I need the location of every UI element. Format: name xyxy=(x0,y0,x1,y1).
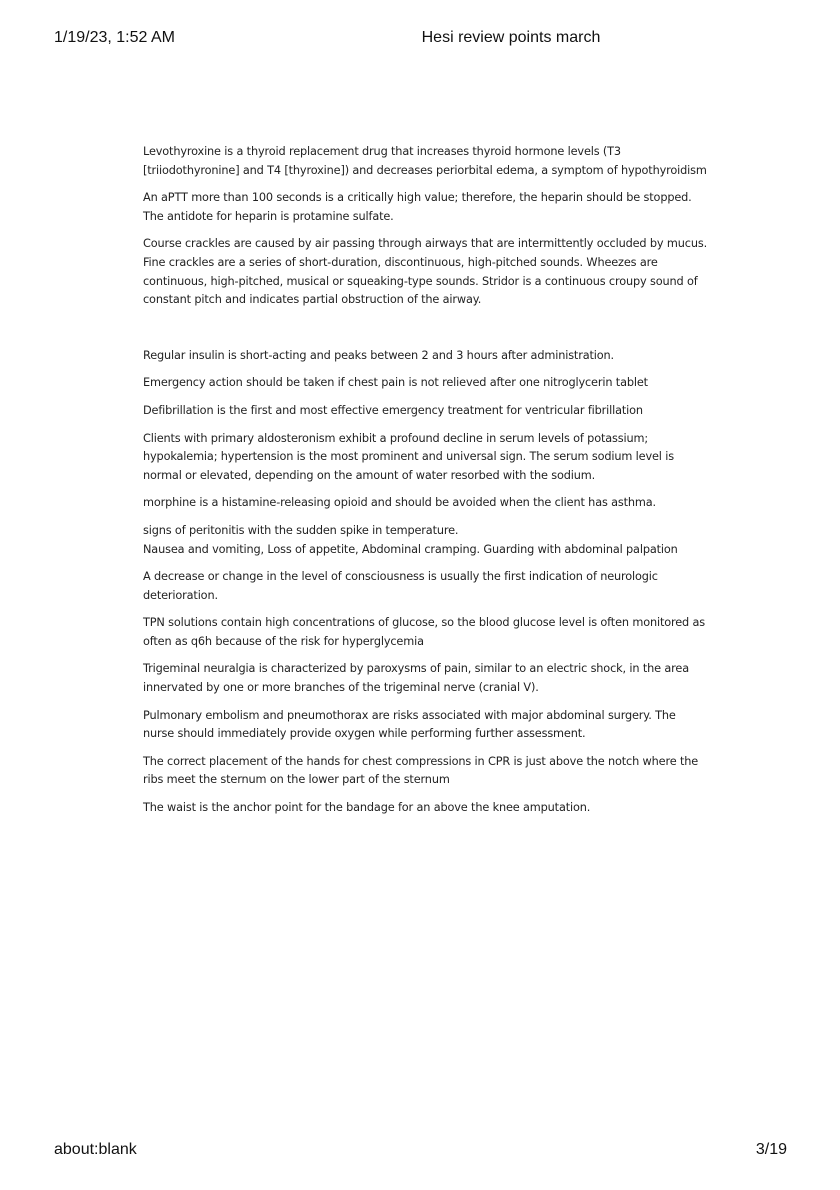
print-footer xyxy=(0,1141,840,1161)
paragraph-aptt-heparin: An aPTT more than 100 seconds is a critically high value; therefore, the heparin should be stopped. The antidote for heparin is protamine sulfate. xyxy=(143,191,692,223)
page-url: about:blank xyxy=(54,1141,137,1158)
paragraph-morphine: morphine is a histamine-releasing opioid and should be avoided when the client has asthma. xyxy=(143,496,657,510)
paragraph-levothyroxine: Levothyroxine is a thyroid replacement drug that increases thyroid hormone levels (T3 [triiodothyronine] and T4 [thyroxine]) and decreases periorbital edema, a symptom of hypothyroidism xyxy=(143,145,707,177)
paragraph-amputation-bandage: The waist is the anchor point for the bandage for an above the knee amputation. xyxy=(143,801,591,815)
paragraph-defibrillation: Defibrillation is the first and most effective emergency treatment for ventricular fibrillation xyxy=(143,403,643,417)
paragraph-tpn: TPN solutions contain high concentrations of glucose, so the blood glucose level is often monitored as often as q6h because of the risk for hyperglycemia xyxy=(143,616,706,648)
paragraph-trigeminal-neuralgia: Trigeminal neuralgia is characterized by paroxysms of pain, similar to an electric shock, in the area innervated by one or more branches of the trigeminal nerve (cranial V). xyxy=(143,662,689,695)
page-number: 3/19 xyxy=(755,1141,787,1158)
print-datetime: 1/19/23, 1:52 AM xyxy=(54,29,175,46)
paragraph-regular-insulin: Regular insulin is short-acting and peaks between 2 and 3 hours after administration. xyxy=(143,348,614,362)
paragraph-cpr-hands: The correct placement of the hands for chest compressions in CPR is just above the notch where the ribs meet the sternum on the lower part of the sternum xyxy=(143,754,699,787)
document-title: Hesi review points march xyxy=(421,29,601,46)
paragraph-pulmonary-embolism: Pulmonary embolism and pneumothorax are risks associated with major abdominal surgery. The nurse should immediately provide oxygen while performing further assessment. xyxy=(143,708,676,741)
paragraph-nitroglycerin: Emergency action should be taken if chest pain is not relieved after one nitroglycerin tablet xyxy=(143,376,648,390)
document-body xyxy=(143,143,708,827)
paragraph-aldosteronism: Clients with primary aldosteronism exhibit a profound decline in serum levels of potassium; hypokalemia; hypertension is the most prominent and universal sign. The serum sodium level is normal or elevated, depending on the amount of water resorbed with the sodium. xyxy=(143,431,674,482)
paragraph-peritonitis: signs of peritonitis with the sudden spike in temperature. Nausea and vomiting, Loss of appetite, Abdominal cramping. Guarding with abdominal palpation xyxy=(143,523,678,556)
paragraph-breath-sounds: Course crackles are caused by air passing through airways that are intermittently occluded by mucus. Fine crackles are a series of short-duration, discontinuous, high-pitched sounds. Wheezes are continuous, high-pitched, musical or squeaking-type sounds. Stridor is a continuous croupy sound of constant pitch and indicates partial obstruction of the airway. xyxy=(143,237,708,307)
paragraph-consciousness: A decrease or change in the level of consciousness is usually the first indication of neurologic deterioration. xyxy=(143,570,658,602)
print-header xyxy=(0,29,840,49)
section-spacer xyxy=(143,319,708,347)
